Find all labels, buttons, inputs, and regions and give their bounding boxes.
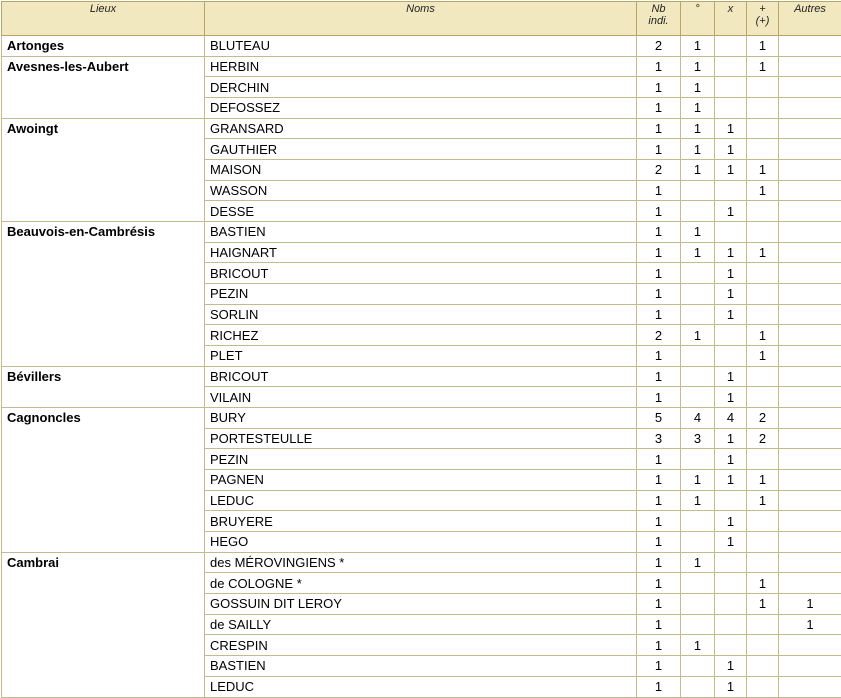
x-cell (715, 594, 747, 615)
degree-cell (681, 263, 715, 284)
autres-cell: 1 (779, 614, 841, 635)
degree-cell (681, 346, 715, 367)
degree-cell (681, 594, 715, 615)
degree-cell (681, 201, 715, 222)
degree-cell: 1 (681, 160, 715, 181)
autres-cell (779, 573, 841, 594)
nb-indi-cell: 1 (637, 77, 681, 98)
nb-indi-cell: 1 (637, 676, 681, 697)
autres-cell: 1 (779, 594, 841, 615)
autres-cell (779, 160, 841, 181)
x-cell: 1 (715, 532, 747, 553)
autres-cell (779, 118, 841, 139)
x-cell: 1 (715, 139, 747, 160)
plus-cell (747, 201, 779, 222)
nom-cell: BASTIEN (205, 222, 637, 243)
nom-cell: MAISON (205, 160, 637, 181)
autres-cell (779, 511, 841, 532)
nom-cell: PORTESTEULLE (205, 428, 637, 449)
table-row (2, 56, 841, 77)
x-cell: 1 (715, 676, 747, 697)
autres-cell (779, 387, 841, 408)
header-x: x (715, 2, 747, 36)
x-cell (715, 490, 747, 511)
lieu-cell: Cagnoncles (2, 408, 205, 553)
x-cell: 1 (715, 284, 747, 305)
autres-cell (779, 532, 841, 553)
genealogy-table (1, 1, 841, 698)
table-row (2, 118, 841, 139)
x-cell (715, 180, 747, 201)
header-nb-indi (637, 2, 681, 36)
degree-cell: 1 (681, 552, 715, 573)
nb-indi-cell: 1 (637, 201, 681, 222)
x-cell (715, 573, 747, 594)
autres-cell (779, 635, 841, 656)
table-row (2, 366, 841, 387)
lieu-cell: Artonges (2, 36, 205, 57)
plus-cell (747, 676, 779, 697)
x-cell: 1 (715, 263, 747, 284)
x-cell: 1 (715, 242, 747, 263)
plus-cell: 1 (747, 325, 779, 346)
degree-cell: 1 (681, 490, 715, 511)
plus-cell (747, 387, 779, 408)
autres-cell (779, 98, 841, 119)
nom-cell: HERBIN (205, 56, 637, 77)
plus-cell: 1 (747, 160, 779, 181)
nom-cell: PAGNEN (205, 470, 637, 491)
x-cell: 1 (715, 428, 747, 449)
plus-cell (747, 449, 779, 470)
nom-cell: PLET (205, 346, 637, 367)
nb-indi-cell: 1 (637, 635, 681, 656)
plus-cell (747, 511, 779, 532)
nb-indi-cell: 1 (637, 346, 681, 367)
nom-cell: BRICOUT (205, 366, 637, 387)
nom-cell: RICHEZ (205, 325, 637, 346)
autres-cell (779, 222, 841, 243)
plus-cell (747, 635, 779, 656)
autres-cell (779, 470, 841, 491)
nom-cell: BURY (205, 408, 637, 429)
lieu-cell: Bévillers (2, 366, 205, 407)
autres-cell (779, 449, 841, 470)
plus-cell: 1 (747, 180, 779, 201)
nom-cell: HAIGNART (205, 242, 637, 263)
plus-cell (747, 222, 779, 243)
degree-cell: 1 (681, 98, 715, 119)
table-row (2, 222, 841, 243)
plus-cell (747, 656, 779, 677)
degree-cell: 1 (681, 222, 715, 243)
nb-indi-cell: 3 (637, 428, 681, 449)
autres-cell (779, 676, 841, 697)
plus-cell: 1 (747, 346, 779, 367)
plus-cell: 1 (747, 573, 779, 594)
degree-cell (681, 676, 715, 697)
plus-cell (747, 304, 779, 325)
nb-indi-cell: 5 (637, 408, 681, 429)
plus-cell (747, 284, 779, 305)
nom-cell: BLUTEAU (205, 36, 637, 57)
autres-cell (779, 346, 841, 367)
nb-indi-cell: 1 (637, 656, 681, 677)
autres-cell (779, 366, 841, 387)
header-lieux: Lieux (2, 2, 205, 36)
x-cell: 1 (715, 387, 747, 408)
autres-cell (779, 490, 841, 511)
autres-cell (779, 325, 841, 346)
nom-cell: SORLIN (205, 304, 637, 325)
nom-cell: GOSSUIN DIT LEROY (205, 594, 637, 615)
nb-indi-cell: 1 (637, 470, 681, 491)
nb-indi-cell: 1 (637, 56, 681, 77)
autres-cell (779, 304, 841, 325)
plus-cell: 1 (747, 36, 779, 57)
nb-indi-cell: 2 (637, 36, 681, 57)
x-cell: 1 (715, 511, 747, 532)
plus-cell: 1 (747, 490, 779, 511)
plus-cell (747, 366, 779, 387)
nb-indi-cell: 1 (637, 284, 681, 305)
header-plus (747, 2, 779, 36)
degree-cell (681, 614, 715, 635)
lieu-cell: Beauvois-en-Cambrésis (2, 222, 205, 367)
x-cell (715, 98, 747, 119)
x-cell (715, 325, 747, 346)
nb-indi-cell: 1 (637, 304, 681, 325)
nom-cell: CRESPIN (205, 635, 637, 656)
nb-indi-cell: 1 (637, 614, 681, 635)
nom-cell: BASTIEN (205, 656, 637, 677)
nom-cell: DESSE (205, 201, 637, 222)
nom-cell: DEFOSSEZ (205, 98, 637, 119)
degree-cell (681, 449, 715, 470)
autres-cell (779, 428, 841, 449)
degree-cell: 1 (681, 77, 715, 98)
autres-cell (779, 242, 841, 263)
degree-cell: 1 (681, 56, 715, 77)
degree-cell (681, 304, 715, 325)
degree-cell: 3 (681, 428, 715, 449)
nom-cell: DERCHIN (205, 77, 637, 98)
x-cell (715, 36, 747, 57)
plus-cell (747, 263, 779, 284)
autres-cell (779, 552, 841, 573)
autres-cell (779, 656, 841, 677)
table-row (2, 408, 841, 429)
nom-cell: LEDUC (205, 676, 637, 697)
plus-cell: 1 (747, 594, 779, 615)
degree-cell (681, 573, 715, 594)
autres-cell (779, 139, 841, 160)
x-cell: 1 (715, 470, 747, 491)
nb-indi-cell: 1 (637, 242, 681, 263)
plus-cell (747, 614, 779, 635)
degree-cell: 1 (681, 635, 715, 656)
x-cell: 1 (715, 118, 747, 139)
x-cell (715, 222, 747, 243)
header-plus-line1: + (759, 3, 765, 15)
nom-cell: WASSON (205, 180, 637, 201)
x-cell: 1 (715, 201, 747, 222)
nb-indi-cell: 1 (637, 511, 681, 532)
nb-indi-cell: 1 (637, 263, 681, 284)
autres-cell (779, 263, 841, 284)
x-cell (715, 77, 747, 98)
degree-cell (681, 180, 715, 201)
degree-cell: 1 (681, 242, 715, 263)
nb-indi-cell: 1 (637, 594, 681, 615)
nb-indi-cell: 1 (637, 573, 681, 594)
autres-cell (779, 201, 841, 222)
nom-cell: de COLOGNE * (205, 573, 637, 594)
table-row (2, 36, 841, 57)
plus-cell (747, 118, 779, 139)
nom-cell: PEZIN (205, 284, 637, 305)
nb-indi-cell: 1 (637, 222, 681, 243)
nom-cell: BRICOUT (205, 263, 637, 284)
header-nb-line1: Nb (651, 3, 665, 15)
plus-cell: 1 (747, 242, 779, 263)
plus-cell: 1 (747, 56, 779, 77)
plus-cell: 2 (747, 428, 779, 449)
degree-cell: 1 (681, 118, 715, 139)
autres-cell (779, 56, 841, 77)
x-cell (715, 635, 747, 656)
header-noms: Noms (205, 2, 637, 36)
table-body (2, 36, 841, 698)
degree-cell (681, 387, 715, 408)
nb-indi-cell: 1 (637, 366, 681, 387)
x-cell: 1 (715, 656, 747, 677)
nom-cell: des MÉROVINGIENS * (205, 552, 637, 573)
plus-cell (747, 139, 779, 160)
degree-cell (681, 656, 715, 677)
lieu-cell: Avesnes-les-Aubert (2, 56, 205, 118)
nb-indi-cell: 2 (637, 160, 681, 181)
degree-cell: 1 (681, 325, 715, 346)
degree-cell (681, 511, 715, 532)
header-degree: ° (681, 2, 715, 36)
plus-cell (747, 552, 779, 573)
nb-indi-cell: 1 (637, 532, 681, 553)
plus-cell (747, 77, 779, 98)
x-cell: 1 (715, 366, 747, 387)
plus-cell (747, 98, 779, 119)
x-cell: 4 (715, 408, 747, 429)
x-cell: 1 (715, 304, 747, 325)
degree-cell (681, 284, 715, 305)
autres-cell (779, 284, 841, 305)
nom-cell: GRANSARD (205, 118, 637, 139)
nom-cell: BRUYERE (205, 511, 637, 532)
x-cell (715, 56, 747, 77)
nom-cell: VILAIN (205, 387, 637, 408)
plus-cell: 2 (747, 408, 779, 429)
degree-cell: 1 (681, 470, 715, 491)
degree-cell (681, 532, 715, 553)
nb-indi-cell: 1 (637, 387, 681, 408)
degree-cell: 1 (681, 36, 715, 57)
degree-cell (681, 366, 715, 387)
nb-indi-cell: 1 (637, 98, 681, 119)
x-cell: 1 (715, 449, 747, 470)
table-header (2, 2, 841, 36)
autres-cell (779, 77, 841, 98)
nom-cell: HEGO (205, 532, 637, 553)
nb-indi-cell: 1 (637, 552, 681, 573)
autres-cell (779, 36, 841, 57)
nb-indi-cell: 1 (637, 449, 681, 470)
lieu-cell: Cambrai (2, 552, 205, 697)
nb-indi-cell: 1 (637, 139, 681, 160)
nom-cell: PEZIN (205, 449, 637, 470)
nom-cell: GAUTHIER (205, 139, 637, 160)
plus-cell: 1 (747, 470, 779, 491)
table-row (2, 552, 841, 573)
plus-cell (747, 532, 779, 553)
x-cell (715, 552, 747, 573)
nom-cell: de SAILLY (205, 614, 637, 635)
degree-cell: 4 (681, 408, 715, 429)
degree-cell: 1 (681, 139, 715, 160)
nb-indi-cell: 2 (637, 325, 681, 346)
nb-indi-cell: 1 (637, 118, 681, 139)
header-autres: Autres (779, 2, 841, 36)
lieu-cell: Awoingt (2, 118, 205, 221)
x-cell (715, 614, 747, 635)
autres-cell (779, 180, 841, 201)
header-nb-line2: indi. (648, 15, 668, 27)
nb-indi-cell: 1 (637, 490, 681, 511)
nb-indi-cell: 1 (637, 180, 681, 201)
nom-cell: LEDUC (205, 490, 637, 511)
autres-cell (779, 408, 841, 429)
x-cell: 1 (715, 160, 747, 181)
header-plus-line2: (+) (756, 15, 770, 27)
x-cell (715, 346, 747, 367)
